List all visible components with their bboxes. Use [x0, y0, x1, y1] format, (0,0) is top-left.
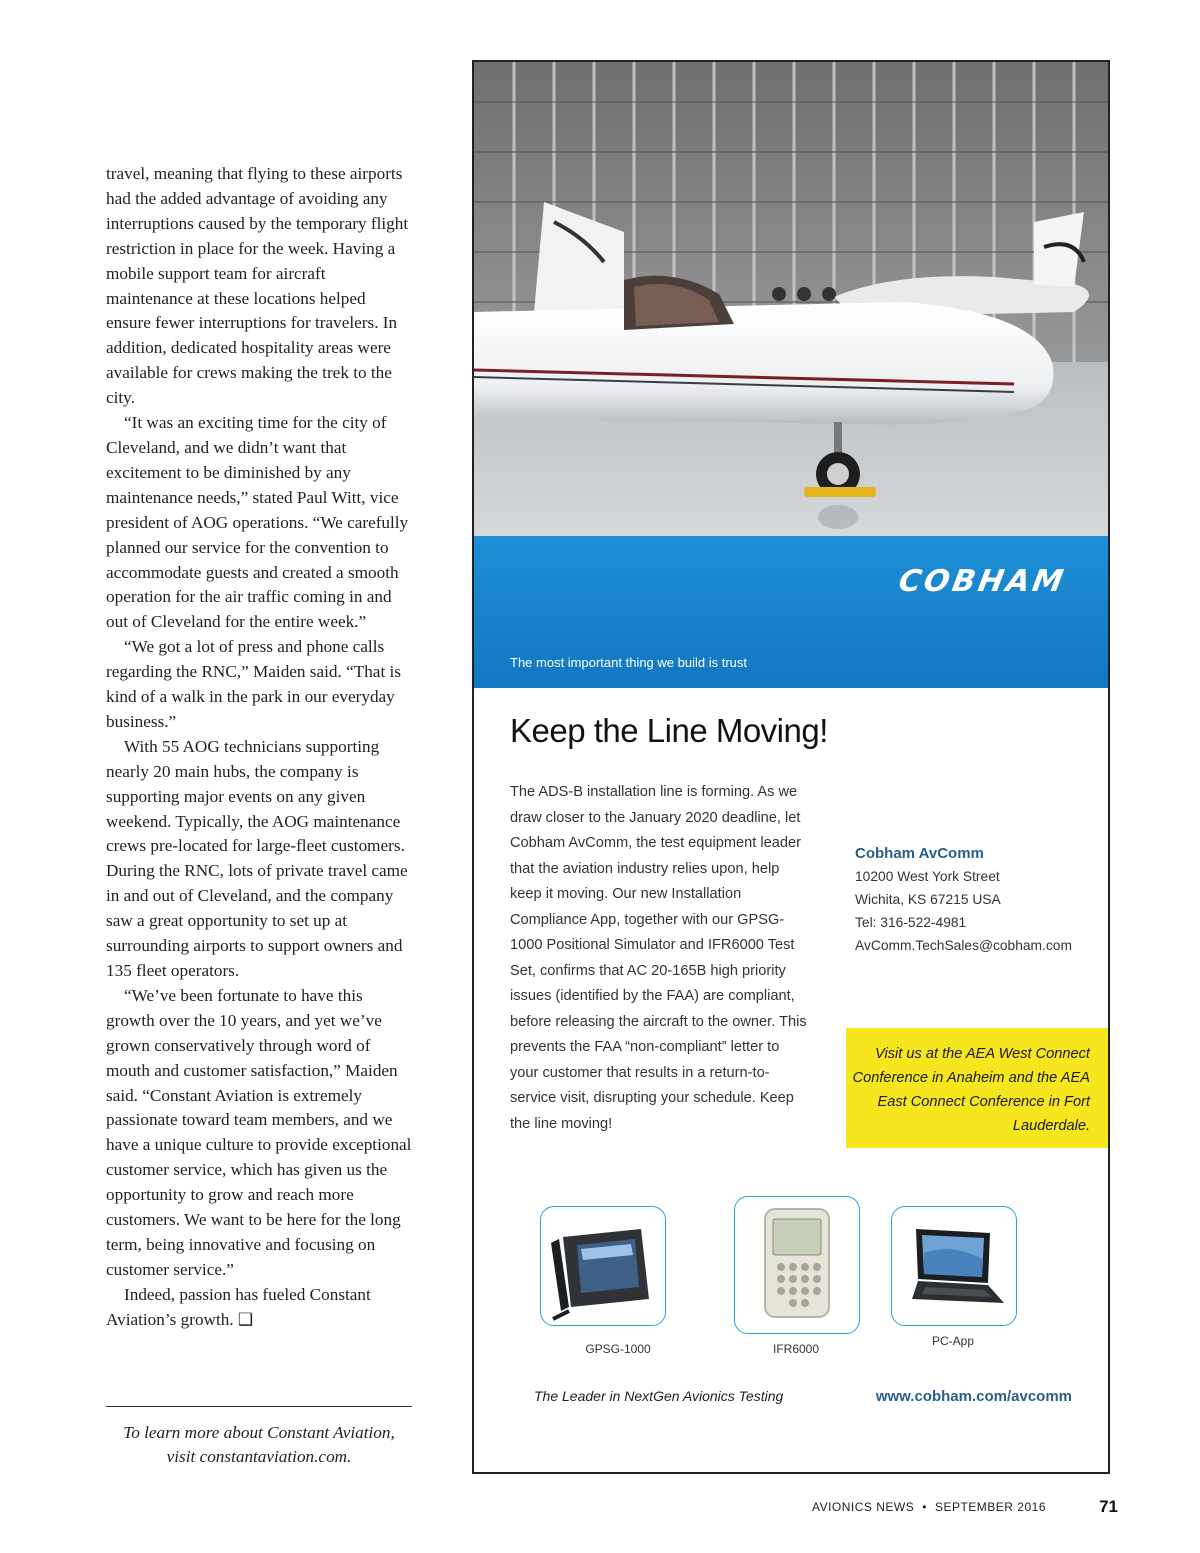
hangar-aircraft-photo [474, 62, 1108, 536]
cobham-logo: COBHAM [896, 564, 1070, 599]
article-paragraph: “We’ve been fortunate to have this growth over the 10 years, and yet we’ve grown conservatively through word of mouth and customer satisfaction,” Maiden said. “Constant Aviation is extremely passionate toward team members, and we have a unique culture to provide exceptional customer service, which has given us the opportunity to grow and reach more customers. We want to be here for the long term, being innovative and focusing on customer service.” [106, 985, 412, 1279]
ad-headline: Keep the Line Moving! [510, 712, 828, 749]
brand-tagline: The most important thing we build is trust [510, 655, 747, 670]
product-card-ifr6000[interactable] [734, 1196, 860, 1334]
website-link[interactable]: www.cobham.com/avcomm [875, 1388, 1072, 1405]
folio-separator: • [922, 1500, 927, 1514]
product-label-ifr6000: IFR6000 [772, 1342, 820, 1356]
footnote-line: To learn more about Constant Aviation, [123, 1423, 395, 1442]
aircraft-illustration [474, 62, 1108, 536]
article-paragraph: “It was an exciting time for the city of Cleveland, and we didn’t want that excitement to be diminished by any maintenance needs,” stated Paul Witt, vice president of AOG operations. “We carefully planned our service for the convention to accommodate guests and created a smooth operation for the air traffic coming in and out of Cleveland for the entire week.” [106, 413, 409, 632]
contact-city: Wichita, KS 67215 USA [855, 892, 1001, 907]
laptop-icon [892, 1207, 1016, 1325]
article-paragraph: “We got a lot of press and phone calls regarding the RNC,” Maiden said. “That is kind of a walk in the park in our everyday business.” [106, 637, 401, 731]
contact-block [855, 842, 1095, 957]
article-paragraph: With 55 AOG technicians supporting nearly 20 main hubs, the company is supporting major events on any given weekend. Typically, the AOG maintenance crews pre-located for large-fleet customers. During the RNC, lots of private travel came in and out of Cleveland, and the company saw a great opportunity to set up at surrounding airports to support owners and 135 fleet operators. [106, 736, 408, 980]
brand-banner [474, 536, 1108, 688]
article-divider [106, 1406, 412, 1407]
publication-name: AVIONICS NEWS [811, 1500, 915, 1514]
ad-body-copy: The ADS-B installation line is forming. As we draw closer to the January 2020 deadline, let Cobham AvComm, the test equipment leader that the aviation industry relies upon, help keep it moving. Our new Installation Compliance App, together with our GPSG-1000 Positional Simulator and IFR6000 Test Set, confirms that AC 20-165B high priority issues (identified by the FAA) are compliant, before releasing the aircraft to the owner. This prevents the FAA “non-compliant” letter to your customer that results in a return-to-service visit, disrupting your schedule. Keep the line moving! [510, 784, 807, 1132]
event-notice-box [846, 1028, 1108, 1148]
ifr6000-device-icon [735, 1197, 859, 1333]
footnote-link-line[interactable]: visit constantaviation.com. [166, 1447, 352, 1466]
product-label-pcapp: PC-App [931, 1334, 975, 1348]
issue-date: SEPTEMBER 2016 [934, 1500, 1046, 1514]
product-card-gpsg1000[interactable] [540, 1206, 666, 1326]
contact-company: Cobham AvComm [855, 845, 984, 862]
article-paragraph: travel, meaning that flying to these airports had the added advantage of avoiding any interruptions caused by the temporary flight restriction in place for the week. Having a mobile support team for aircraft maintenance at these locations helped ensure fewer interruptions for travelers. In addition, dedicated hospitality areas were available for crews making the trek to the city. [106, 164, 409, 408]
contact-street: 10200 West York Street [855, 869, 1000, 884]
leader-tagline: The Leader in NextGen Avionics Testing [534, 1388, 784, 1404]
article-column [106, 162, 414, 1333]
contact-email[interactable]: AvComm.TechSales@cobham.com [855, 938, 1072, 953]
cobham-advertisement [472, 60, 1110, 1474]
article-footnote [106, 1421, 412, 1469]
page-number: 71 [1099, 1497, 1118, 1516]
article-paragraph: Indeed, passion has fueled Constant Aviation’s growth. ❑ [106, 1284, 371, 1329]
product-card-pcapp[interactable] [891, 1206, 1017, 1326]
contact-phone: Tel: 316-522-4981 [855, 915, 967, 930]
product-label-gpsg1000: GPSG-1000 [585, 1342, 651, 1356]
gpsg1000-device-icon [541, 1207, 665, 1325]
page-folio [812, 1500, 1046, 1514]
event-notice-text: Visit us at the AEA West Connect Conference in Anaheim and the AEA East Connect Conference in Fort Lauderdale. [852, 1046, 1090, 1134]
